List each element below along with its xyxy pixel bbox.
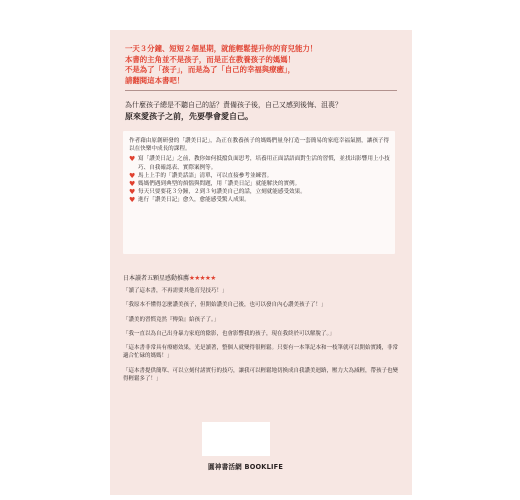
reader-quote: 「我原本不懂得怎麼讚美孩子，但開始讚美自己後，也可以發自內心讚美孩子了！」 — [123, 302, 327, 309]
reader-quote: 「讚美的習慣竟然『傳染』給孩子了。」 — [123, 316, 220, 323]
barcode-area — [202, 422, 270, 456]
bullet-text: 每天只要要花３分鐘，２到３句讚美自己的話，立刻就能感受效果。 — [138, 189, 306, 196]
heart-icon: ♥ — [129, 155, 136, 164]
bullet-text: 媽媽們遇到典型的煩惱與問題，用「讚美日記」就能解決的實例。 — [138, 181, 301, 188]
headline — [125, 44, 400, 86]
description-box-content — [129, 137, 391, 205]
heart-icon: ♥ — [129, 188, 136, 197]
reader-quotes — [123, 287, 398, 389]
heart-icon: ♥ — [129, 196, 136, 205]
rating-label: 日本讀者五顆星感動推薦 — [123, 275, 190, 282]
bullet-text: 進行「讚美日記」愈久，愈能感受驚人成果。 — [138, 197, 250, 204]
bullet-item — [129, 188, 391, 196]
book-back-cover — [110, 30, 412, 495]
bullet-text: 馬上上手的「讚美話語」清單，可以直接參考並練習。 — [138, 172, 273, 179]
headline-line-1: 一天３分鐘、短短２個星期，就能輕鬆提升你的育兒能力！ — [125, 44, 318, 53]
reader-quote: 「這本書非常具有療癒效果，光是讀著，整個人就變得很輕鬆。只要有一本筆記本和一枝筆就可以開始實踐，非常適合忙碌的媽媽！」 — [123, 345, 399, 360]
bullet-item — [129, 180, 391, 188]
headline-line-3: 不是為了「孩子」，而是為了「自己的幸福與療癒」， — [125, 65, 295, 74]
bullet-item — [129, 196, 391, 204]
bullet-text: 寫「讚美日記」之前，教你如何抵擋負面思考，培養用正面話語面對生活的習慣，並找出影響用上小技巧、自我確認表、實際案例等。 — [138, 156, 390, 171]
star-rating-icon: ★★★★★ — [189, 274, 216, 282]
heart-icon: ♥ — [129, 180, 136, 189]
reader-quote: 「這本書提供簡單、可以立刻付諸實行的技巧，讓我可以輕鬆地切換成自我讚美迴路，壓力大為減輕，帶孩子也變得輕鬆多了！」 — [123, 367, 399, 383]
reader-quote: 「我一直以為自己出身暴力家庭的陰影，也會影響我的孩子，現在我終於可以解脫了。」 — [123, 330, 335, 337]
answer-text: 原來愛孩子之前，先要學會愛自己。 — [125, 111, 253, 121]
publisher-logo: 圓神書活網 BOOKLIFE — [208, 463, 284, 471]
bullet-item — [129, 172, 391, 180]
box-intro: 作者藉由原創研發的「讚美日記」，為正在教養孩子的媽媽們量身打造一套簡易的家庭幸福氣圍，讓孩子得以在快樂中成長的課程。 — [129, 138, 390, 153]
headline-line-4: 請翻閱這本書吧！ — [125, 75, 185, 85]
rating-line — [123, 274, 216, 283]
question-text: 為什麼孩子總是不聽自己的話？責備孩子後，自己又感到後悔、沮喪？ — [125, 101, 342, 109]
bullet-item — [129, 155, 391, 171]
bullet-list — [129, 155, 391, 204]
heart-icon: ♥ — [129, 171, 136, 180]
headline-line-2: 本書的主角並不是孩子，而是正在教養孩子的媽媽！ — [125, 54, 295, 64]
reader-quote: 「讀了這本書，不再需要其他育兒技巧！」 — [123, 288, 228, 294]
divider — [125, 90, 397, 91]
